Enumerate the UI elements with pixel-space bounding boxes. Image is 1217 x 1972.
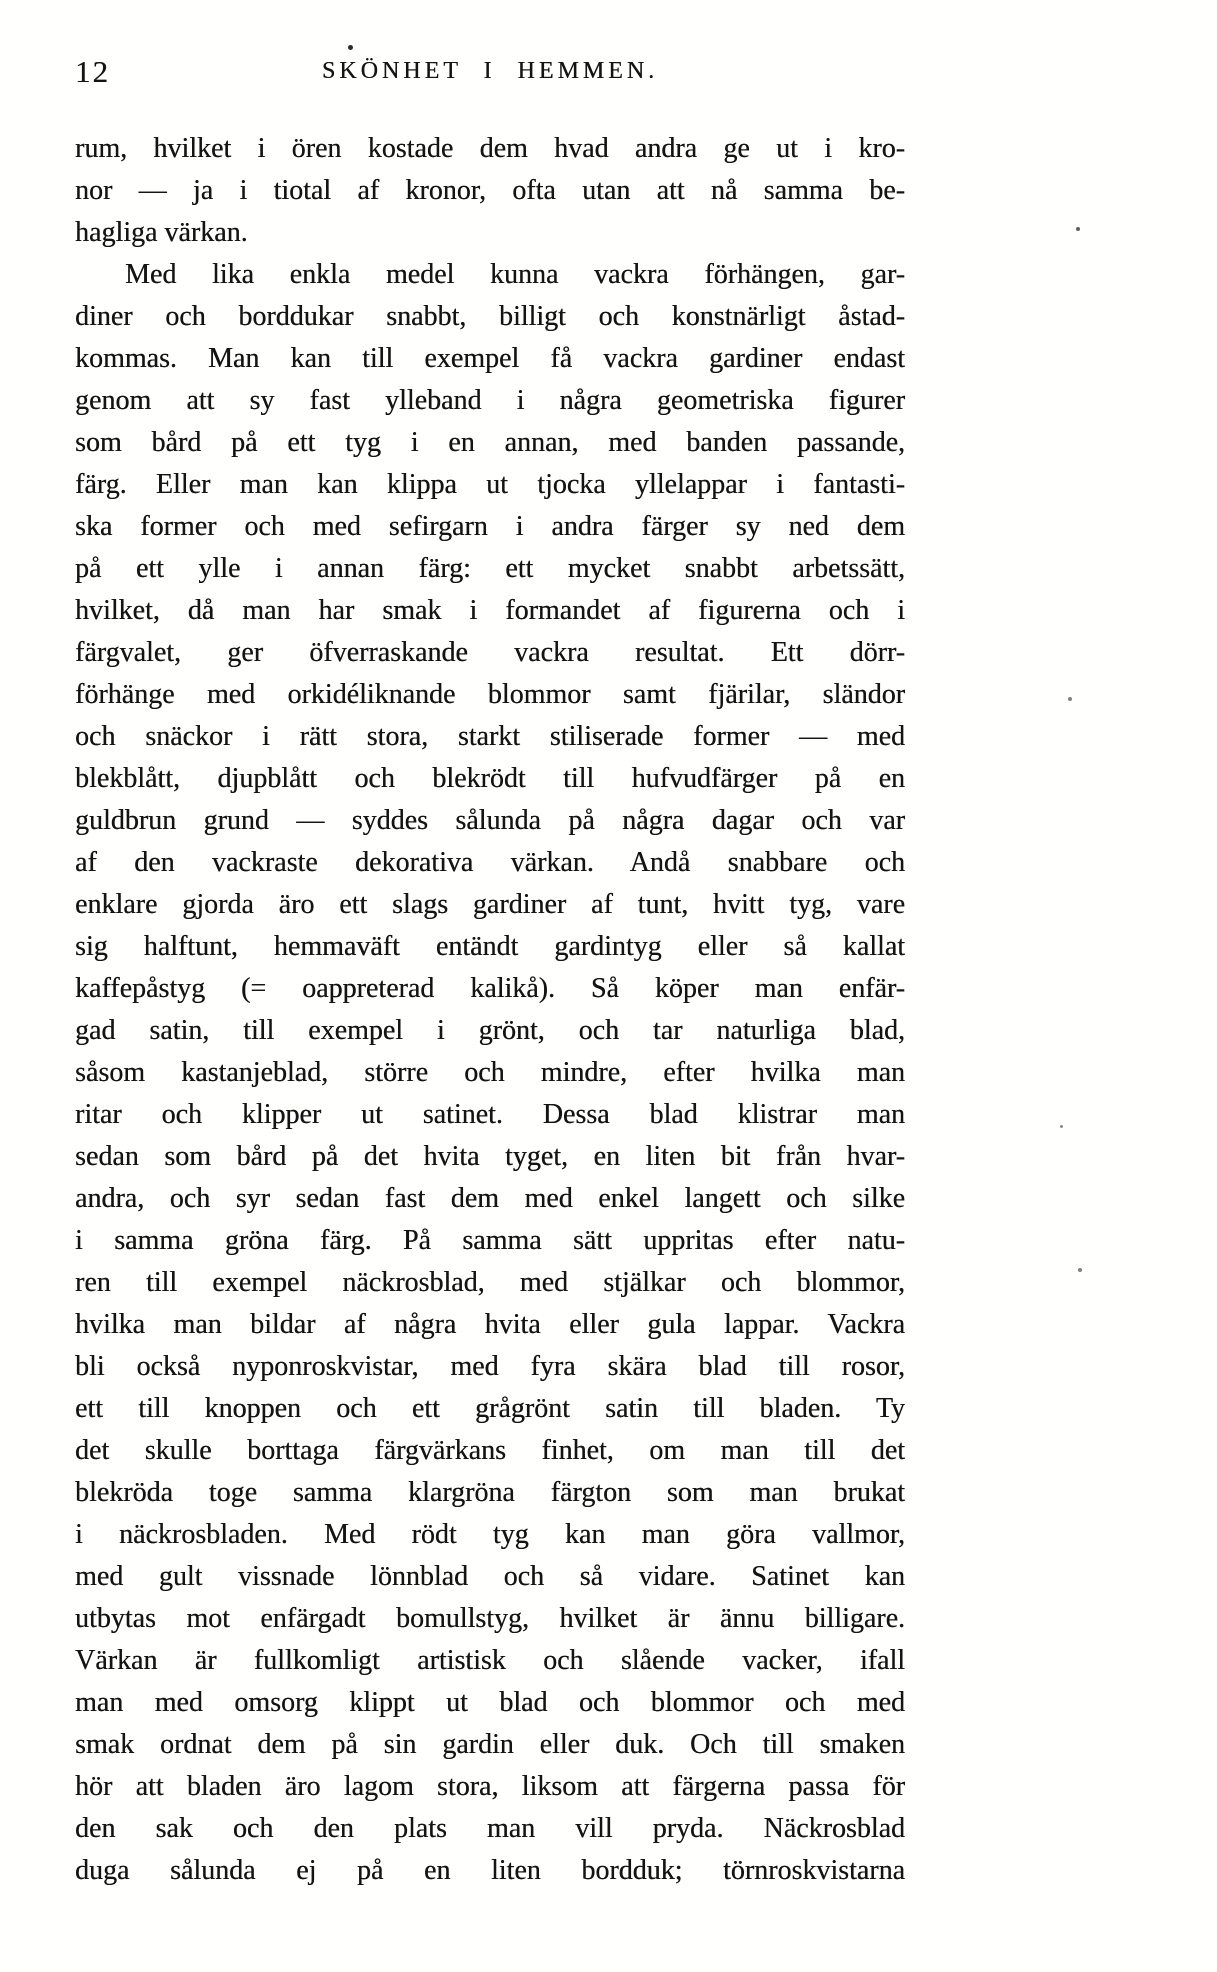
page-header	[75, 54, 905, 94]
text-line: genom att sy fast ylleband i några geometriska figurer	[75, 385, 905, 416]
scan-speck	[1060, 1125, 1063, 1128]
text-line: kaffepåstyg (= oappreterad kalikå). Så köper man enfär-	[75, 973, 905, 1004]
scan-speck	[1076, 227, 1080, 231]
text-line: och snäckor i rätt stora, starkt stiliserade former — med	[75, 721, 905, 752]
text-line: den sak och den plats man vill pryda. Näckrosblad	[75, 1813, 905, 1844]
text-line: det skulle borttaga färgvärkans finhet, om man till det	[75, 1435, 905, 1466]
running-title: SKÖNHET I HEMMEN.	[321, 58, 659, 84]
text-line: hör att bladen äro lagom stora, liksom att färgerna passa för	[75, 1771, 905, 1802]
text-line: i samma gröna färg. På samma sätt uppritas efter natu-	[75, 1225, 905, 1256]
text-line: hvilket, då man har smak i formandet af figurerna och i	[75, 595, 905, 626]
text-line: såsom kastanjeblad, större och mindre, efter hvilka man	[75, 1057, 905, 1088]
text-line: hvilka man bildar af några hvita eller gula lappar. Vackra	[75, 1309, 905, 1340]
text-line: rum, hvilket i ören kostade dem hvad andra ge ut i kro-	[75, 133, 905, 164]
text-line: på ett ylle i annan färg: ett mycket snabbt arbetssätt,	[75, 553, 905, 584]
text-line: smak ordnat dem på sin gardin eller duk. Och till smaken	[75, 1729, 905, 1760]
text-line: ren till exempel näckrosblad, med stjälkar och blommor,	[75, 1267, 905, 1298]
text-line: sedan som bård på det hvita tyget, en liten bit från hvar-	[75, 1141, 905, 1172]
text-line: ett till knoppen och ett grågrönt satin till bladen. Ty	[75, 1393, 905, 1424]
text-line: ritar och klipper ut satinet. Dessa blad klistrar man	[75, 1099, 905, 1130]
text-line: i näckrosbladen. Med rödt tyg kan man göra vallmor,	[75, 1519, 905, 1550]
text-line: gad satin, till exempel i grönt, och tar naturliga blad,	[75, 1015, 905, 1046]
text-line: hagliga värkan.	[75, 217, 248, 248]
text-line: man med omsorg klippt ut blad och blommor och med	[75, 1687, 905, 1718]
text-line: Med lika enkla medel kunna vackra förhängen, gar-	[125, 259, 905, 290]
scan-speck	[348, 45, 353, 50]
text-line: utbytas mot enfärgadt bomullstyg, hvilket är ännu billigare.	[75, 1603, 905, 1634]
scan-speck	[1078, 1268, 1082, 1272]
text-line: förhänge med orkidéliknande blommor samt fjärilar, sländor	[75, 679, 905, 710]
text-line: färgvalet, ger öfverraskande vackra resultat. Ett dörr-	[75, 637, 905, 668]
text-line: sig halftunt, hemmaväft entändt gardintyg eller så kallat	[75, 931, 905, 962]
text-line: andra, och syr sedan fast dem med enkel langett och silke	[75, 1183, 905, 1214]
paragraph	[75, 254, 905, 1892]
text-line: guldbrun grund — syddes sålunda på några dagar och var	[75, 805, 905, 836]
page-number: 12	[75, 54, 110, 89]
text-line: färg. Eller man kan klippa ut tjocka yllelappar i fantasti-	[75, 469, 905, 500]
text-line: som bård på ett tyg i en annan, med banden passande,	[75, 427, 905, 458]
text-line: blekröda toge samma klargröna färgton som man brukat	[75, 1477, 905, 1508]
text-line: ska former och med sefirgarn i andra färger sy ned dem	[75, 511, 905, 542]
text-block	[75, 128, 905, 1892]
text-line: Värkan är fullkomligt artistisk och slående vacker, ifall	[75, 1645, 905, 1676]
text-line: blekblått, djupblått och blekrödt till hufvudfärger på en	[75, 763, 905, 794]
text-line: nor — ja i tiotal af kronor, ofta utan att nå samma be-	[75, 175, 905, 206]
text-line: af den vackraste dekorativa värkan. Andå snabbare och	[75, 847, 905, 878]
paragraph	[75, 128, 905, 254]
text-line: duga sålunda ej på en liten bordduk; törnroskvistarna	[75, 1855, 905, 1886]
text-line: diner och borddukar snabbt, billigt och konstnärligt åstad-	[75, 301, 905, 332]
text-line: med gult vissnade lönnblad och så vidare. Satinet kan	[75, 1561, 905, 1592]
text-line: enklare gjorda äro ett slags gardiner af tunt, hvitt tyg, vare	[75, 889, 905, 920]
text-line: bli också nyponroskvistar, med fyra skära blad till rosor,	[75, 1351, 905, 1382]
scan-speck	[1068, 697, 1072, 701]
text-line: kommas. Man kan till exempel få vackra gardiner endast	[75, 343, 905, 374]
